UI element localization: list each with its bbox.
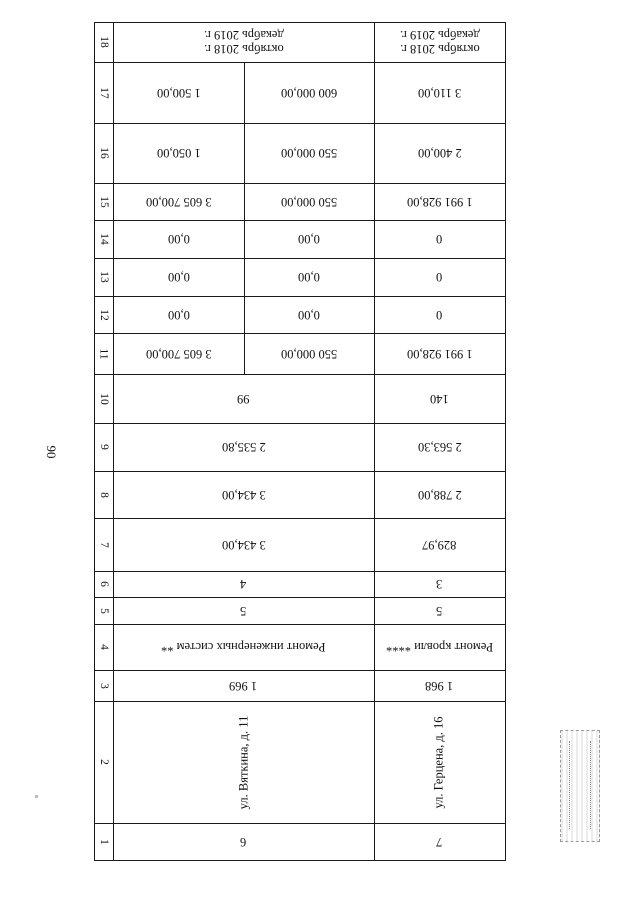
row-a-col2: ул. Вяткина, д. 11 (235, 715, 250, 809)
row-a-col17-b: 600 000,00 (280, 85, 338, 100)
row-b-col15: 1 991 928,00 (406, 194, 473, 209)
col-num-6: 6 (97, 581, 110, 587)
row-a-col12-b: 0,00 (298, 307, 320, 322)
row-a-col8: 3 434,00 (221, 487, 266, 502)
row-b-col3: 1 968 (425, 678, 454, 693)
row-b-col5: 5 (436, 603, 443, 618)
scan-speck (35, 795, 38, 798)
row-a-col16-a: 1 050,00 (156, 146, 201, 160)
row-a-col6: 4 (240, 577, 247, 591)
col-num-8: 8 (97, 491, 110, 498)
row-a-col10: 99 (237, 391, 250, 406)
row-a-col17-a: 1 500,00 (156, 85, 201, 100)
row-b-col1: 7 (436, 834, 443, 849)
row-a-col5: 5 (240, 603, 247, 618)
row-a-col9: 2 535,80 (221, 440, 266, 454)
row-a-col13-a: 0,00 (167, 270, 190, 284)
col-num-5: 5 (97, 607, 110, 614)
row-b-col14: 0 (436, 232, 443, 246)
col-num-11: 11 (97, 347, 110, 360)
row-a-col11-b: 550 000,00 (280, 346, 338, 361)
col-num-15: 15 (97, 195, 110, 208)
col-num-13: 13 (97, 271, 110, 283)
row-b-col7: 829,97 (422, 537, 457, 552)
row-a-col11-a: 3 605 700,00 (145, 346, 212, 361)
col-num-10: 10 (97, 392, 110, 405)
row-a-col13-b: 0,00 (298, 270, 320, 284)
table-border-right (505, 22, 506, 860)
row-b-col16: 2 400,00 (417, 146, 462, 160)
row-a-col15-b: 550 000,00 (280, 194, 338, 209)
row-b-col13: 0 (436, 270, 443, 284)
col-num-1: 1 (97, 838, 110, 845)
row-b-col11: 1 991 928,00 (406, 346, 473, 361)
col-num-7: 7 (97, 541, 110, 548)
row-b-col8: 2 788,00 (417, 487, 462, 502)
row-b-col6: 3 (436, 577, 443, 591)
page-number: 90 (44, 445, 59, 459)
row-b-col9: 2 563,30 (417, 440, 462, 454)
col-num-4: 4 (97, 644, 110, 650)
row-b-col17: 3 110,00 (417, 85, 462, 100)
col-num-12: 12 (97, 308, 110, 321)
row-b-col18: октябрь 2018 г. декабрь 2019 г. (399, 28, 480, 56)
row-a-col7: 3 434,00 (221, 537, 266, 552)
stamp-mark (560, 730, 600, 842)
col-num-2: 2 (97, 759, 110, 765)
row-a-col3: 1 969 (229, 678, 258, 693)
row-b-col2: ул. Герцена, д. 16 (431, 715, 446, 809)
row-b-col12: 0 (436, 307, 443, 322)
row-a-col18: октябрь 2018 г. декабрь 2019 г. (203, 28, 284, 56)
col-num-16: 16 (97, 147, 110, 159)
row-b-col4: Ремонт кровли **** (385, 640, 494, 654)
row-a-col14-b: 0,00 (298, 232, 320, 246)
row-a-col1: 6 (240, 834, 247, 849)
row-b-col10: 140 (430, 391, 449, 406)
col-num-14: 14 (97, 233, 110, 245)
row-a-col12-a: 0,00 (167, 307, 190, 322)
col-num-18: 18 (97, 36, 110, 48)
row-a-col4: Ремонт инженерных систем ** (161, 640, 326, 654)
col-num-17: 17 (97, 86, 110, 99)
row-a-col15-a: 3 605 700,00 (145, 194, 212, 209)
row-a-col16-b: 550 000,00 (280, 146, 338, 160)
col-num-3: 3 (97, 682, 110, 689)
col-num-9: 9 (97, 444, 110, 450)
row-a-col14-a: 0,00 (167, 232, 190, 246)
